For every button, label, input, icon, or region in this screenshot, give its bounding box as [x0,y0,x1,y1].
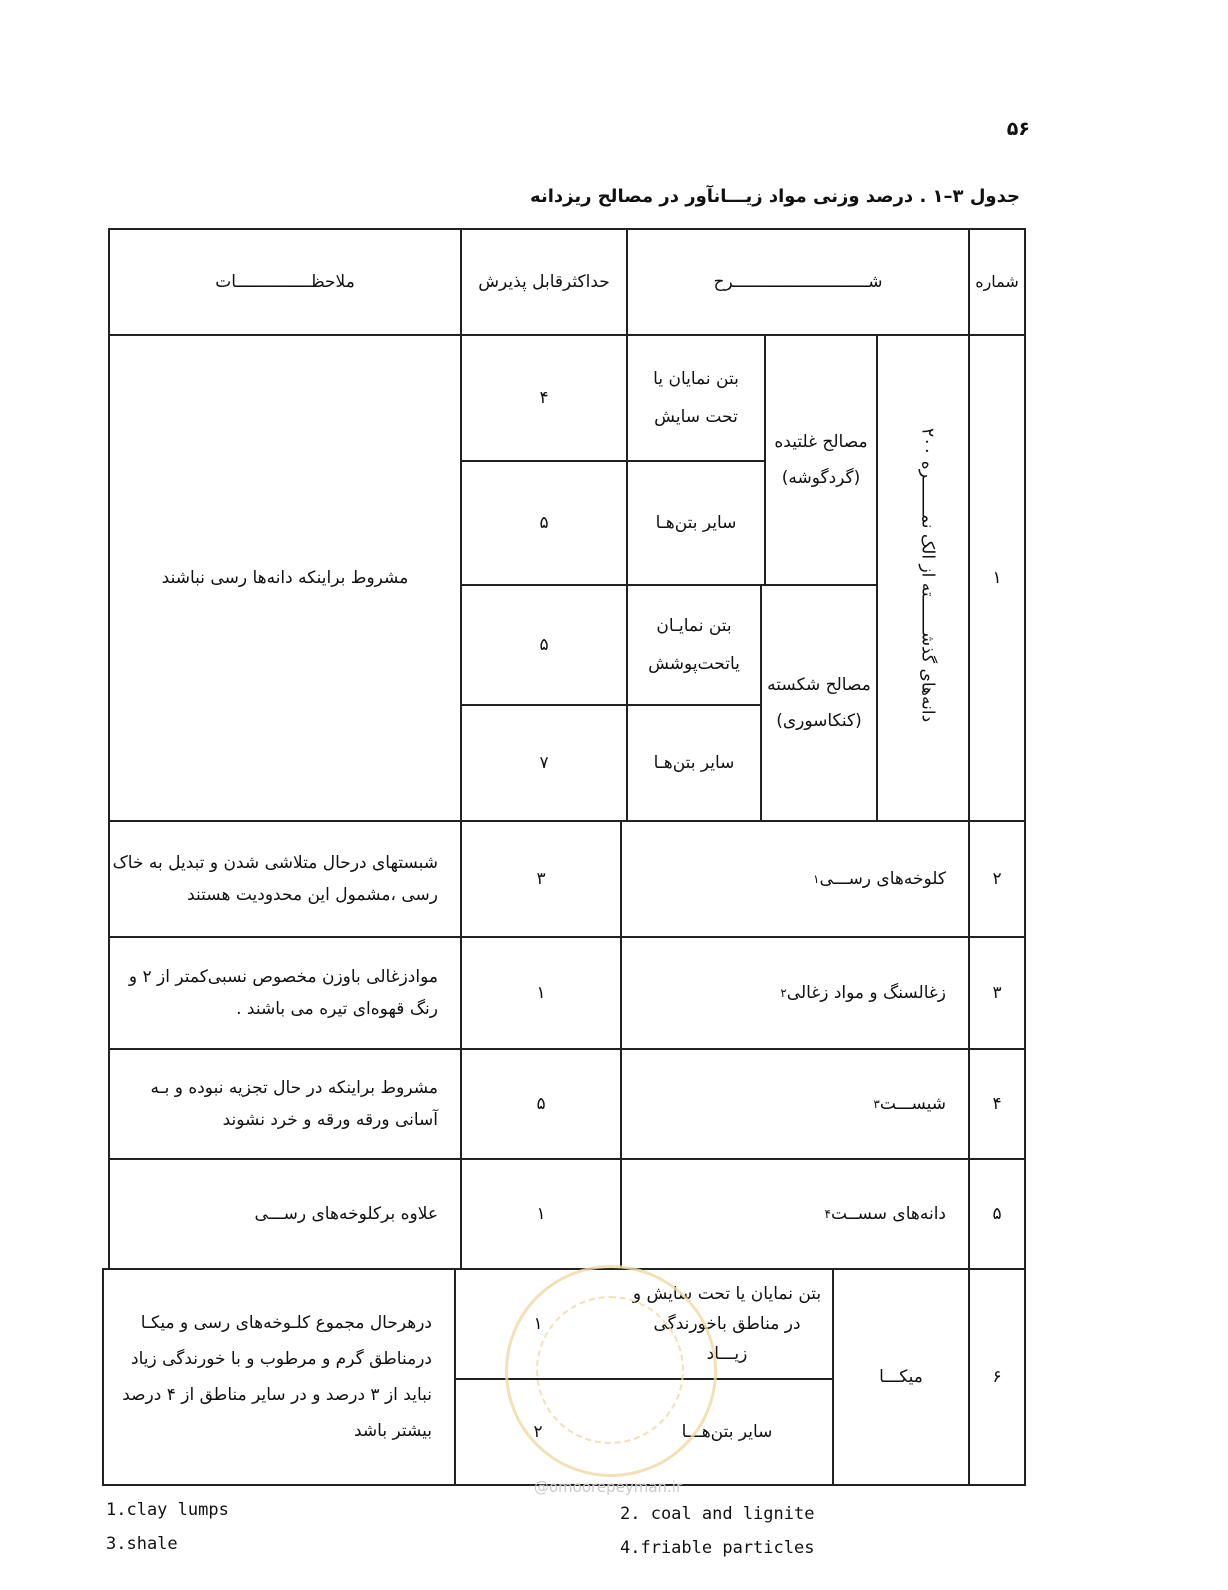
watermark-seal [505,1265,717,1477]
footnote-3: 3.shale [106,1534,178,1554]
row1-remark: مشروط براینکه دانه‌ها رسی نباشند [161,568,409,588]
row1-item-max-3: ۵ [539,635,549,655]
row3-max: ۱ [536,983,546,1003]
row4-number: ۴ [992,1094,1002,1114]
row6-remark: درهرحال مجموع کلـوخه‌های رسی و میکـا درمناطق گرم و مرطوب و با خورندگی زیاد نباید از ۳ درصد و در سایر مناطق از ۴ درصد بیشتر باشد [122,1313,432,1441]
row1-subgroup-rounded: مصالح غلتیده (گردگوشه) [774,432,868,488]
row1-number: ۱ [992,568,1002,588]
row1-item-desc-1: بتن نمایان یا تحت سایش [653,369,739,427]
row1-item-max-4: ۷ [539,753,549,773]
row1-subgroup-crushed: مصالح شکسته (کنکاسوری) [767,675,871,731]
row1-item-desc-2: سایر بتن‌هـا [655,513,737,533]
row3-remark: موادزغالی باوزن مخصوص نسبی‌کمتر از ۲ و رنگ قهوه‌ای تیره می باشند . [128,967,438,1019]
row1-item-max-2: ۵ [539,513,549,533]
row4-desc: شیســـت ۳ [873,1094,946,1114]
row3-desc: زغالسنگ و مواد زغالی ۲ [780,983,946,1003]
row5-max: ۱ [536,1204,546,1224]
row6-item-desc-2: سایر بتن‌هـــا [681,1422,773,1442]
row6-desc: میکـــا [879,1367,923,1387]
page-number: ۵۶ [1006,118,1030,140]
row2-remark: شبستهای درحال متلاشی شدن و تبدیل به خاک رسی ،مشمول این محدودیت هستند [112,853,438,905]
row5-number: ۵ [992,1204,1002,1224]
row1-group-sep [876,334,878,822]
row2-number: ۲ [992,869,1002,889]
watermark-text: @omoorepeyman.ir [533,1478,683,1496]
footnote-2: 2. coal and lignite [620,1504,815,1524]
row6-number: ۶ [992,1367,1002,1387]
row1-group-label: دانه‌های گذشـــــــته از الک نمـــــــره ۲۰۰ [917,427,938,723]
row6-item-max-2: ۲ [533,1422,543,1442]
row3-number: ۳ [992,983,1002,1003]
footnote-4: 4.friable particles [620,1538,815,1558]
row6-item-desc-1: بتن نمایان یا تحت سایش و در مناطق باخورندگی زیـــاد [632,1284,822,1364]
row1-item-desc-3: بتن نمایـان یاتحت‌پوشش [648,616,740,674]
row2-max: ۳ [536,869,546,889]
header-max-allowed: حداکثرقابل پذیرش [478,272,610,292]
header-number: شماره [975,272,1019,291]
footnote-1: 1.clay lumps [106,1500,229,1520]
row5-remark: علاوه برکلوخه‌های رســـی [254,1204,438,1224]
row2-desc: کلوخه‌های رســـی ۱ [813,869,946,889]
row1-item-max-1: ۴ [539,388,549,408]
row6-item-max-1: ۱ [533,1314,543,1334]
header-remarks: ملاحظـــــــــــــــات [215,272,355,292]
table-caption: جدول ۳–۱ . درصد وزنی مواد زیـــانآور در مصالح ریزدانه [530,186,1020,207]
row5-desc: دانه‌های سســت ۴ [824,1204,946,1224]
row1-item-desc-4: سایر بتن‌هـا [653,753,735,773]
table-border-right [1024,228,1026,1486]
header-description: شـــــــــــــــــــــــــــرح [713,272,883,292]
row4-remark: مشروط براینکه در حال تجزیه نبوده و بـه آسانی ورقه ورقه و خرد نشوند [150,1078,438,1130]
row4-max: ۵ [536,1094,546,1114]
